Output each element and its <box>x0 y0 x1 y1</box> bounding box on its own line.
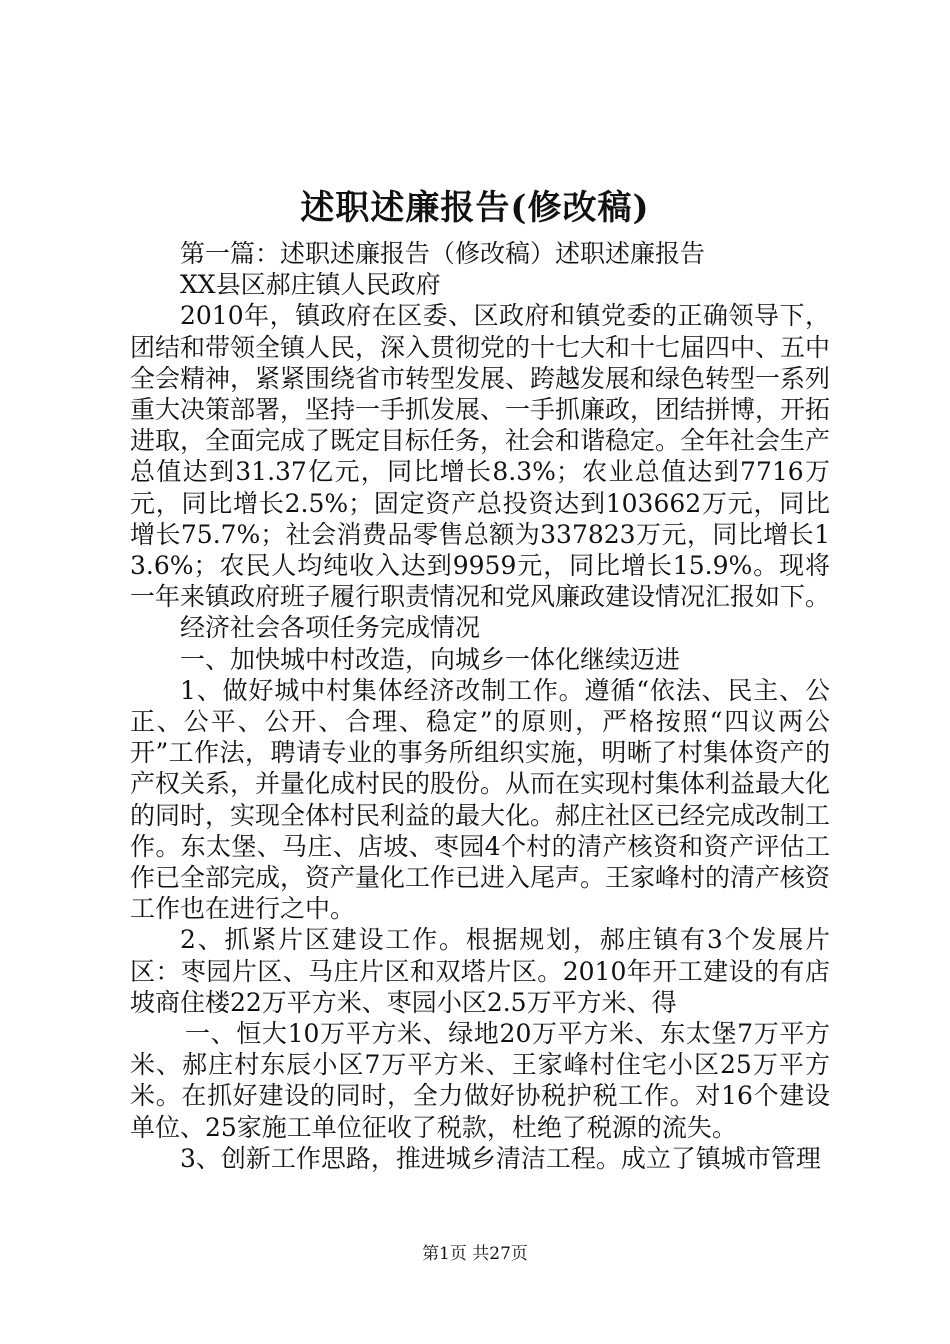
document-body <box>130 238 830 1174</box>
organization-line: XX县区郝庄镇人民政府 <box>180 270 441 300</box>
page-footer: 第1页 共27页 <box>422 1244 528 1264</box>
section-heading: 第一篇：述职述廉报告（修改稿）述职述廉报告 <box>180 239 706 268</box>
paragraph: 一、恒大10万平方米、绿地20万平方米、东太堡7万平方米、郝庄村东辰小区7万平方米、王家峰村住宅小区25万平方米。在抓好建设的同时，全力做好协税护税工作。对16个建设单位、25家施工单位征收了税款，杜绝了税源的流失。 <box>130 1019 830 1142</box>
paragraph: 3、创新工作思路，推进城乡清洁工程。成立了镇城市管理 <box>180 1143 821 1173</box>
paragraph: 2010年，镇政府在区委、区政府和镇党委的正确领导下，团结和带领全镇人民，深入贯彻党的十七大和十七届四中、五中全会精神，紧紧围绕省市转型发展、跨越发展和绿色转型一系列重大决策部署，坚持一手抓发展、一手抓廉政，团结拼博，开拓进取，全面完成了既定目标任务，社会和谐稳定。全年社会生产总值达到31.37亿元，同比增长8.3%；农业总值达到7716万元，同比增长2.5%；固定资产总投资达到103662万元，同比增长75.7%；社会消费品零售总额为337823万元，同比增长13.6%；农民人均纯收入达到9959元，同比增长15.9%。现将一年来镇政府班子履行职责情况和党风廉政建设情况汇报如下。 <box>130 301 831 612</box>
paragraph: 2、抓紧片区建设工作。根据规划，郝庄镇有3个发展片区：枣园片区、马庄片区和双塔片区。2010年开工建设的有店坡商住楼22万平方米、枣园小区2.5万平方米、得 <box>130 925 830 1017</box>
subheading: 经济社会各项任务完成情况 <box>180 613 481 643</box>
subheading: 一、加快城中村改造，向城乡一体化继续迈进 <box>180 644 681 674</box>
paragraph: 1、做好城中村集体经济改制工作。遵循“依法、民主、公正、公平、公开、合理、稳定”的原则，严格按照“四议两公开”工作法，聘请专业的事务所组织实施，明晰了村集体资产的产权关系，并量化成村民的股份。从而在实现村集体利益最大化的同时，实现全体村民利益的最大化。郝庄社区已经完成改制工作。东太堡、马庄、店坡、枣园4个村的清产核资和资产评估工作已全部完成，资产量化工作已进入尾声。王家峰村的清产核资工作也在进行之中。 <box>130 675 831 924</box>
document-title: 述职述廉报告(修改稿) <box>300 188 650 228</box>
